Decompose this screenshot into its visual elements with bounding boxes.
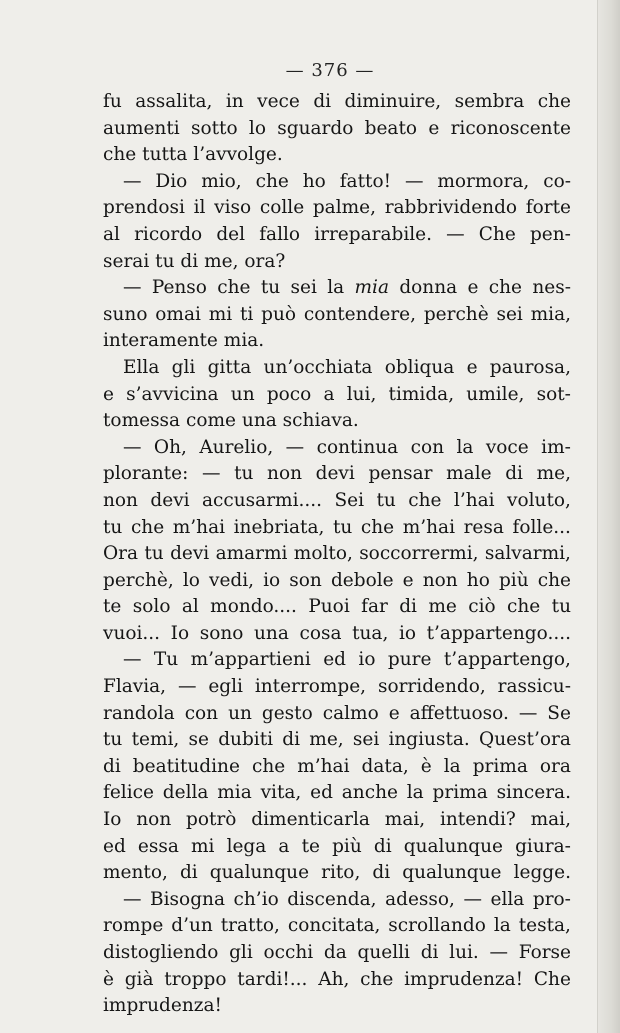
text-line: e s’avvicina un poco a lui, timida, umile, sot- [103,383,571,405]
text-line: tomessa come una schiava. [103,410,359,432]
text-line: — Tu m’appartieni ed io pure t’appartengo, [123,649,571,671]
page-number: — 376 — [285,60,375,81]
page-fold-shadow [597,0,620,1033]
text-line: fu assalita, in vece di diminuire, sembra che [103,91,571,112]
text-line: — Bisogna ch’io discenda, adesso, — ella pro- [123,888,571,910]
text-line: serai tu di me, ora? [103,250,286,272]
body-text [103,89,571,1020]
text-line: Io non potrò dimenticarla mai, intendi? mai, [103,809,571,831]
text-line: aumenti sotto lo sguardo beato e riconoscente [103,117,571,139]
text-line: mento, di qualunque rito, di qualunque legge. [103,862,571,884]
text-line: prendosi il viso colle palme, rabbrividendo forte [103,197,571,219]
text-line: imprudenza! [103,995,222,1017]
text-line: distogliendo gli occhi da quelli di lui. — Forse [103,942,571,963]
text-line: Flavia, — egli interrompe, sorridendo, rassicu- [103,676,571,698]
text-line: randola con un gesto calmo e affettuoso. — Se [103,702,571,724]
text-line: Ora tu devi amarmi molto, soccorrermi, salvarmi, [103,543,571,565]
text-line: ed essa mi lega a te più di qualunque giura- [103,835,571,857]
text-line: è già troppo tardi!... Ah, che imprudenza! Che [103,968,571,990]
text-line: plorante: — tu non devi pensar male di me, [103,463,571,485]
text-line: non devi accusarmi.... Sei tu che l’hai voluto, [103,489,571,511]
text-line: rompe d’un tratto, concitata, scrollando la testa, [103,915,571,937]
text-line: tu che m’hai inebriata, tu che m’hai resa folle... [103,516,571,538]
text-line: — Penso che tu sei la mia donna e che nes- [123,277,571,299]
text-line: — Oh, Aurelio, — continua con la voce im- [123,436,571,458]
text-line: al ricordo del fallo irreparabile. — Che pen- [103,223,571,245]
text-line: te solo al mondo.... Puoi far di me ciò che tu [103,596,571,618]
text-line: Ella gli gitta un’occhiata obliqua e paurosa, [123,356,571,378]
text-line: felice della mia vita, ed anche la prima sincera. [103,782,571,804]
text-line: suno omai mi ti può contendere, perchè sei mia, [103,303,571,325]
text-line: vuoi... Io sono una cosa tua, io t’appartengo.... [103,622,571,644]
text-line: interamente mia. [103,330,265,352]
text-line: — Dio mio, che ho fatto! — mormora, co- [123,170,571,192]
text-line: che tutta l’avvolge. [103,144,283,166]
text-line: di beatitudine che m’hai data, è la prima ora [103,755,571,777]
text-line: tu temi, se dubiti di me, sei ingiusta. Quest’ora [103,729,571,751]
text-line: perchè, lo vedi, io son debole e non ho più che [103,569,571,591]
